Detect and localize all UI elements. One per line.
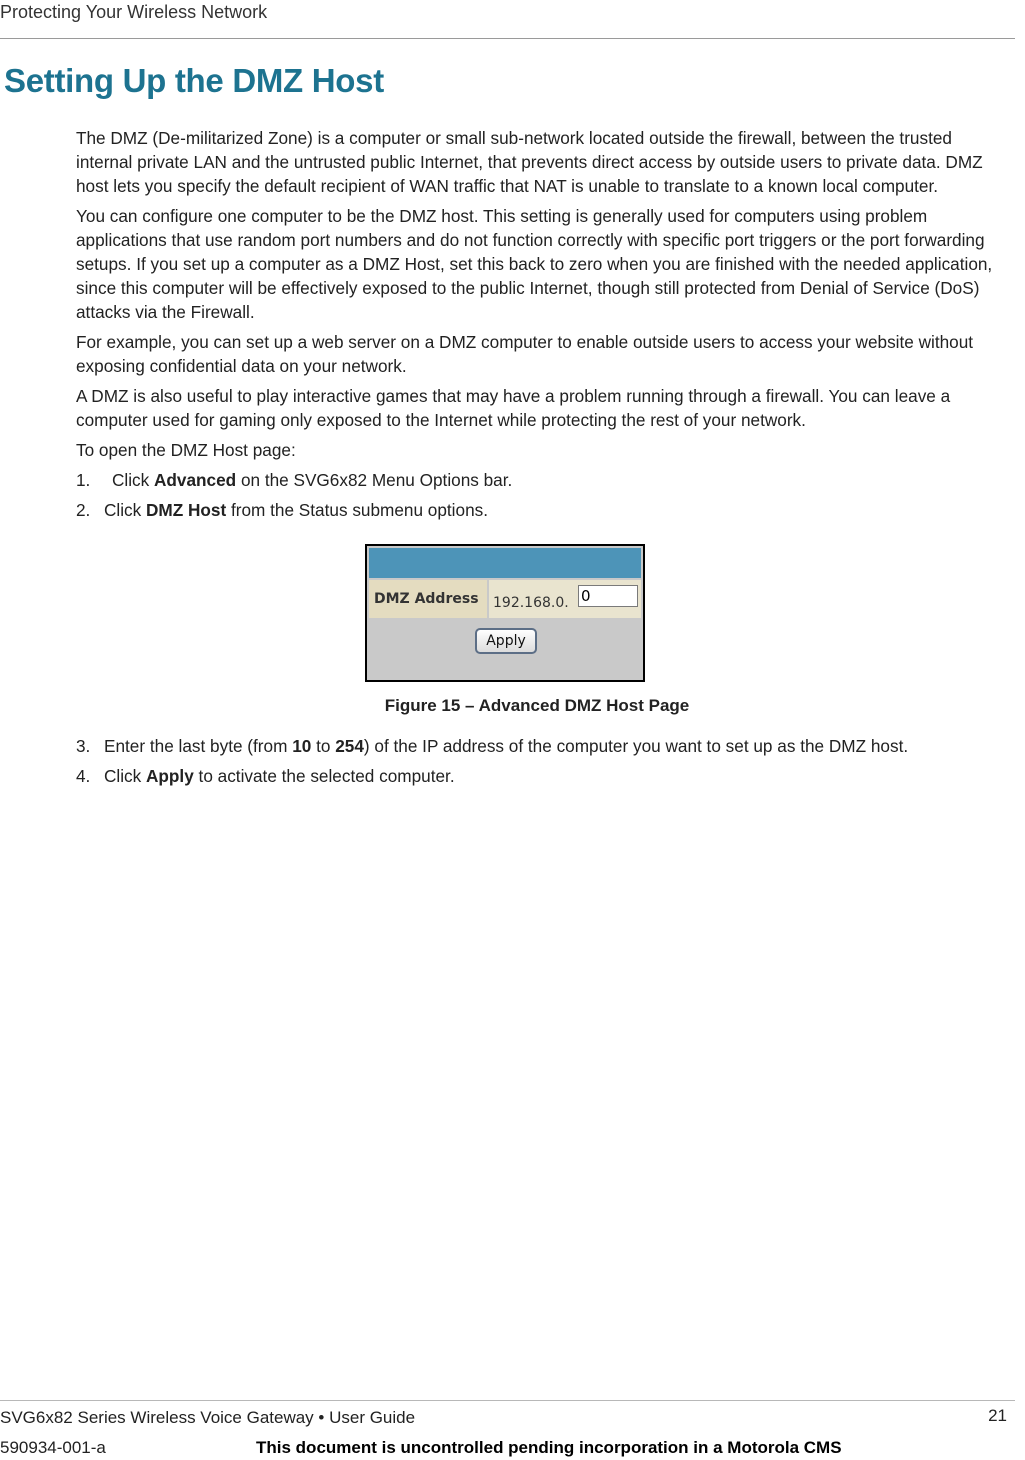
dmz-host-screenshot <box>365 544 645 682</box>
panel-header-bar <box>369 548 641 578</box>
step-text <box>104 734 1012 758</box>
step-keyword-advanced: Advanced <box>154 470 237 490</box>
step-text-pre: Enter the last byte (from <box>104 736 293 756</box>
step-text <box>104 764 1012 788</box>
step-keyword-apply: Apply <box>146 766 194 786</box>
step-number: 2. <box>76 500 91 520</box>
dmz-address-label: DMZ Address <box>369 580 487 618</box>
step-text-pre: Click <box>112 470 155 490</box>
step-text-post: ) of the IP address of the computer you want to set up as the DMZ host. <box>363 736 909 756</box>
step-number: 4. <box>76 766 91 786</box>
step-3 <box>76 734 1012 758</box>
page-title: Setting Up the DMZ Host <box>4 62 384 99</box>
ip-prefix: 192.168.0. <box>493 595 569 611</box>
step-text-post: to activate the selected computer. <box>193 766 455 786</box>
step-text-post: from the Status submenu options. <box>226 500 488 520</box>
paragraph-open-intro: To open the DMZ Host page: <box>76 440 296 460</box>
figure-caption: Figure 15 – Advanced DMZ Host Page <box>384 696 690 715</box>
paragraph-dmz-games: A DMZ is also useful to play interactive games that may have a problem running through a firewall. You can leave a computer used for gaming only exposed to the Internet while protecting the rest of your network. <box>76 386 951 430</box>
footer-guide-title: SVG6x82 Series Wireless Voice Gateway • User Guide <box>0 1408 416 1427</box>
apply-button[interactable]: Apply <box>475 628 537 654</box>
step-text-post: on the SVG6x82 Menu Options bar. <box>236 470 513 490</box>
step-2 <box>76 498 1012 522</box>
document-notice: This document is uncontrolled pending incorporation in a Motorola CMS <box>256 1438 842 1457</box>
step-4 <box>76 764 1012 788</box>
step-text-pre: Click <box>104 766 147 786</box>
step-keyword-dmz-host: DMZ Host <box>146 500 227 520</box>
dmz-address-value-cell <box>489 580 641 618</box>
page-number: 21 <box>988 1406 1007 1425</box>
header-divider <box>0 38 1015 39</box>
step-text <box>104 498 1012 522</box>
step-text <box>112 468 1012 492</box>
step-1 <box>76 468 1012 492</box>
step-range-max: 254 <box>335 736 364 756</box>
step-range-min: 10 <box>292 736 312 756</box>
running-header: Protecting Your Wireless Network <box>0 2 268 22</box>
footer-divider <box>0 1400 1015 1401</box>
step-number: 3. <box>76 736 91 756</box>
paragraph-dmz-definition: The DMZ (De-militarized Zone) is a computer or small sub-network located outside the firewall, between the trusted internal private LAN and the untrusted public Internet, that prevents direct access by outside users to private data. DMZ host lets you specify the default recipient of WAN traffic that NAT is unable to translate to a known local computer. <box>76 128 983 196</box>
step-text-mid: to <box>311 736 336 756</box>
dmz-last-byte-input[interactable]: 0 <box>578 585 638 607</box>
body-content <box>76 126 1012 794</box>
step-text-pre: Click <box>104 500 147 520</box>
paragraph-dmz-example: For example, you can set up a web server on a DMZ computer to enable outside users to access your website without exposing confidential data on your network. <box>76 332 974 376</box>
document-number: 590934-001-a <box>0 1438 106 1457</box>
paragraph-dmz-configure: You can configure one computer to be the DMZ host. This setting is generally used for computers using problem applications that use random port numbers and do not function correctly with specific port triggers or the port forwarding setups. If you set up a computer as a DMZ Host, set this back to zero when you are finished with the needed application, since this computer will be effectively exposed to the public Internet, though still protected from Denial of Service (DoS) attacks via the Firewall. <box>76 206 993 322</box>
figure-dmz-host <box>76 544 1012 686</box>
step-number: 1. <box>76 470 91 490</box>
